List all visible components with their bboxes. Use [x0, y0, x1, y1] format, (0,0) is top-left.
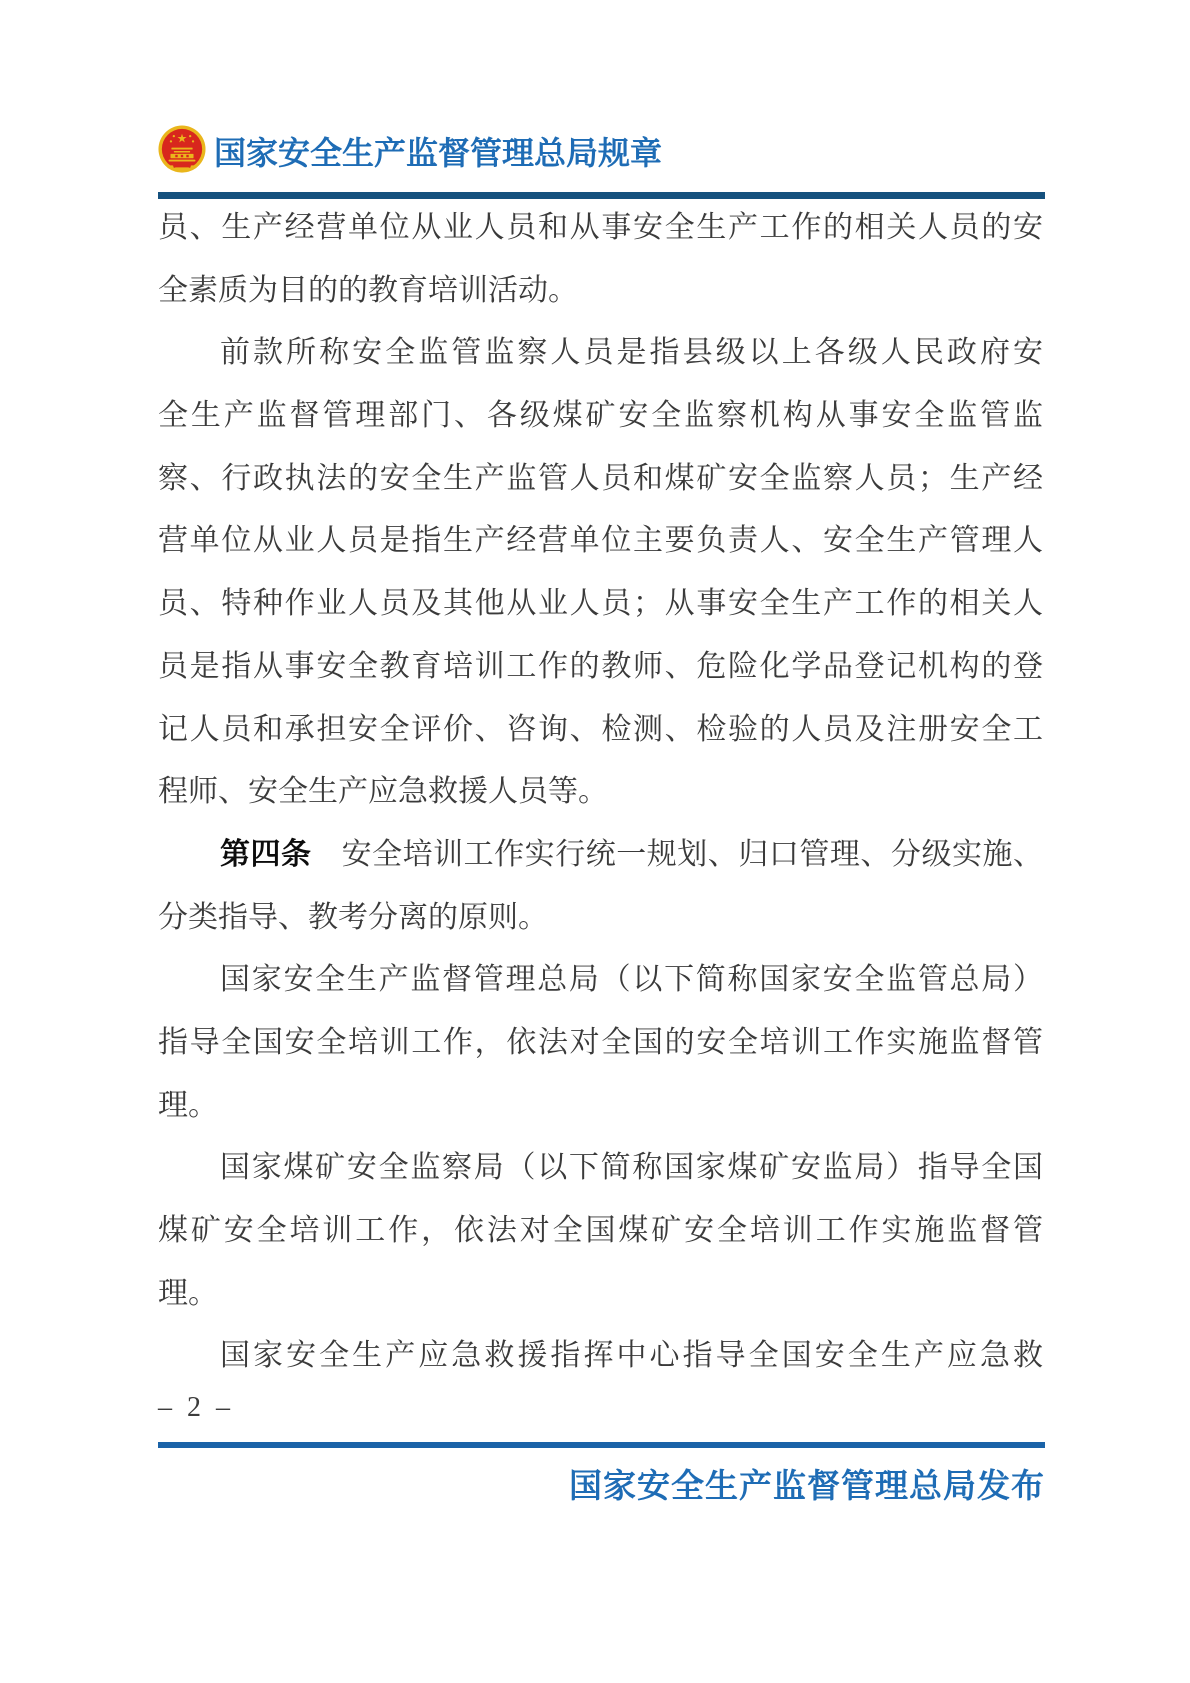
- body-line: 理。: [158, 1088, 218, 1122]
- body-line: 前款所称安全监管监察人员是指县级以上各级人民政府安: [220, 336, 1043, 370]
- body-line: 分类指导、教考分离的原则。: [158, 900, 548, 934]
- article-number: 第四条: [220, 837, 312, 871]
- body-line: 煤矿安全培训工作，依法对全国煤矿安全培训工作实施监督管: [158, 1214, 1043, 1247]
- footer-divider: [158, 1442, 1045, 1448]
- china-national-emblem-icon: [158, 125, 206, 177]
- document-body: [158, 197, 1043, 1388]
- article-text: 安全培训工作实行统一规划、归口管理、分级实施、: [341, 837, 1043, 871]
- body-line-article-4: [158, 824, 1043, 887]
- body-line: 察、行政执法的安全生产监管人员和煤矿安全监察人员；生产经: [158, 461, 1043, 495]
- page-number: – 2 –: [158, 1392, 234, 1423]
- body-line: 全生产监督管理部门、各级煤矿安全监察机构从事安全监管监: [158, 399, 1043, 433]
- body-line: 员、生产经营单位从业人员和从事安全生产工作的相关人员的安: [158, 211, 1043, 244]
- body-line: 员、特种作业人员及其他从业人员；从事安全生产工作的相关人: [158, 587, 1043, 621]
- body-line: 指导全国安全培训工作，依法对全国的安全培训工作实施监督管: [158, 1025, 1043, 1059]
- body-line: 全素质为目的的教育培训活动。: [158, 273, 578, 307]
- body-line: 记人员和承担安全评价、咨询、检测、检验的人员及注册安全工: [158, 712, 1043, 746]
- body-line: 理。: [158, 1276, 218, 1310]
- body-line: 程师、安全生产应急救援人员等。: [158, 775, 608, 809]
- body-line: 员是指从事安全教育培训工作的教师、危险化学品登记机构的登: [158, 649, 1043, 683]
- publisher-label: 国家安全生产监督管理总局发布: [569, 1469, 1045, 1505]
- body-line: 国家安全生产应急救援指挥中心指导全国安全生产应急救: [220, 1339, 1043, 1373]
- body-line: 营单位从业人员是指生产经营单位主要负责人、安全生产管理人: [158, 524, 1043, 558]
- header-title: 国家安全生产监督管理总局规章: [214, 135, 663, 171]
- body-line: 国家安全生产监督管理总局（以下简称国家安全监管总局）: [220, 963, 1043, 997]
- body-line: 国家煤矿安全监察局（以下简称国家煤矿安监局）指导全国: [220, 1151, 1043, 1185]
- page-header: [158, 124, 1045, 178]
